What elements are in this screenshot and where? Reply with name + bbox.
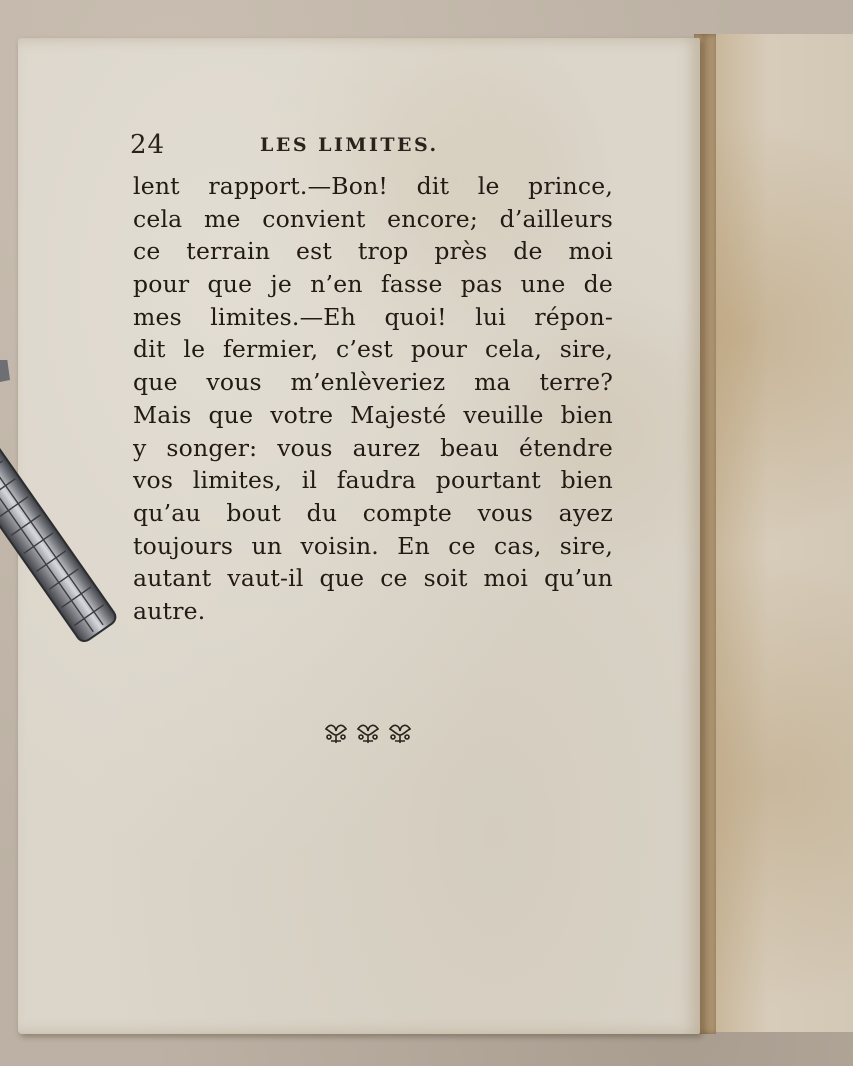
body-text (133, 170, 613, 628)
text-line: toujours un voisin. En ce cas, sire, (133, 531, 613, 560)
text-line: Mais que votre Majesté veuille bien (133, 400, 613, 429)
text-line: autre. (133, 596, 206, 625)
chapter-title: LES LIMITES. (260, 134, 439, 156)
text-line: lent rapport.—Bon! dit le prince, (133, 172, 613, 200)
text-line: autant vaut-il que ce soit moi qu’un (133, 564, 613, 593)
text-line: que vous m’enlèveriez ma terre? (133, 368, 613, 397)
text-line: cela me convient encore; d’ailleurs (133, 204, 613, 233)
text-line: qu’au bout du compte vous ayez (133, 498, 613, 527)
text-line: pour que je n’en fasse pas une de (133, 270, 613, 299)
facing-page (712, 34, 853, 1032)
text-line: dit le fermier, c’est pour cela, sire, (133, 335, 613, 364)
metal-knife-icon (0, 360, 160, 660)
text-line: vos limites, il faudra pourtant bien (133, 466, 613, 495)
text-line: y songer: vous aurez beau étendre (133, 433, 613, 462)
page-number: 24 (130, 130, 166, 160)
text-line: mes limites.—Eh quoi! lui répon- (133, 302, 613, 331)
fleuron-ornament-icon (318, 716, 418, 750)
text-line: ce terrain est trop près de moi (133, 237, 613, 266)
running-head (128, 130, 608, 166)
